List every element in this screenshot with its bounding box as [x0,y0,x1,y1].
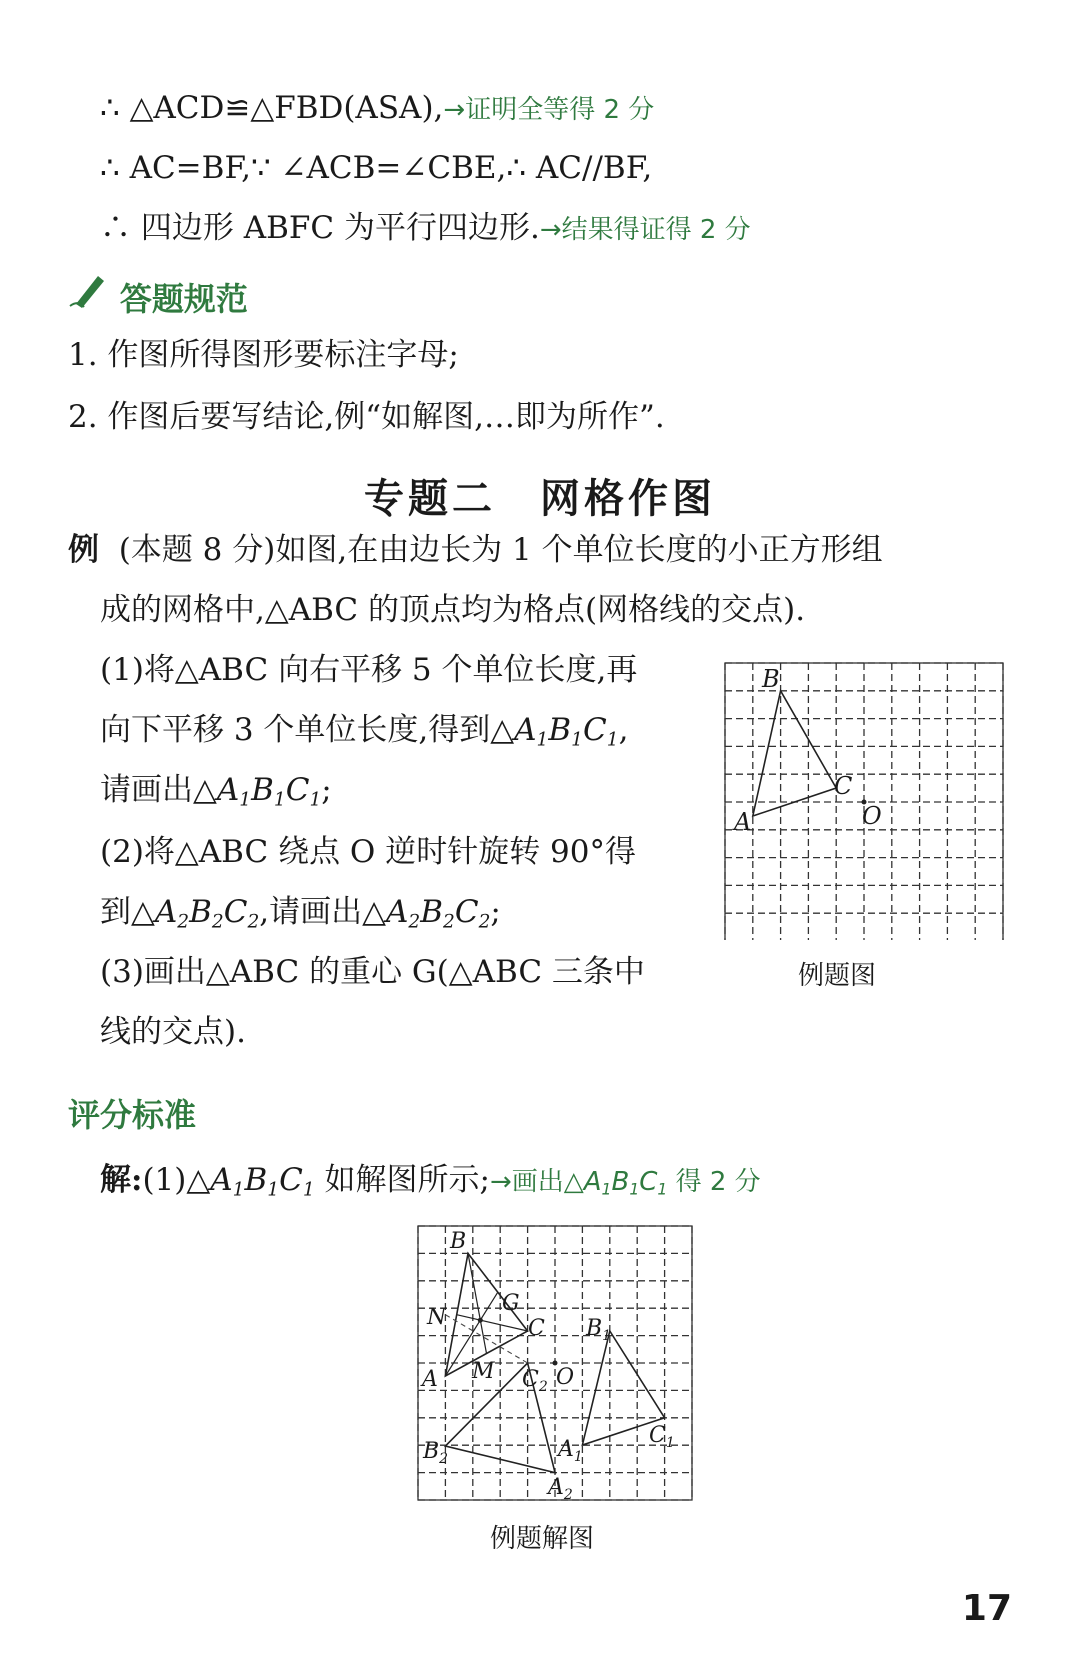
sub-2: 2 [247,911,260,933]
sub-1: 1 [232,1179,245,1201]
example-label: 例 [68,532,99,568]
lbl-b: B [189,894,212,930]
lbl-a: A [385,894,409,930]
lbl-c: C [223,894,248,930]
lbl-b: B [244,1162,268,1198]
sub-2: 2 [211,911,224,933]
triangle-a1b1c1 [210,1162,315,1201]
question-2b-text: 到△ [100,894,155,930]
lbl-b: B [251,772,274,808]
triangle-a2b2c2 [154,894,260,933]
question-3a: (3)画出△ABC 的重心 G(△ABC 三条中 [100,954,645,990]
lbl-b: B [423,1439,440,1464]
sub-1: 1 [601,1180,612,1199]
question-1c-text: 请画出△ [100,772,217,808]
lbl-c: C [285,772,310,808]
sub-2: 2 [563,1487,573,1503]
label-m: M [472,1359,495,1384]
label-o: O [862,802,882,830]
question-2b-mid: ,请画出△ [259,894,386,930]
example-grid-figure [712,650,1012,940]
triangle-a1b1c1 [216,772,322,811]
sub-1: 1 [536,729,549,751]
lbl-c: C [649,1423,666,1448]
sub-1: 1 [602,1328,612,1344]
question-2b: 到$\triangle A_2B_2C_2$,请画出$\triangle A_2B_2C_2$; [100,894,501,933]
label-a2 [546,1475,573,1503]
lbl-a: A [514,712,537,748]
lbl-b: B [586,1316,603,1341]
solution-grid-figure [410,1218,700,1508]
example-text-1: (本题 8 分)如图,在由边长为 1 个单位长度的小正方形组 [118,532,883,568]
proof-line-3 [100,208,751,250]
norms-heading: 答题规范 [119,280,248,318]
sub-1: 1 [273,789,286,811]
norms-item-2: 2. 作图后要写结论,例“如解图,…即为所作”. [68,399,665,435]
sub-1: 1 [573,1449,583,1465]
sub-2: 2 [177,911,190,933]
triangle-a1b1c1 [514,712,619,751]
label-g: G [502,1291,520,1316]
lbl-b: B [548,712,572,748]
median-b [468,1253,487,1353]
lbl-a: A [548,1475,564,1500]
label-b: B [450,1229,467,1254]
label-n: N [427,1305,447,1330]
sub-2: 2 [443,911,455,933]
sub-1: 1 [267,1179,280,1201]
sub-1: 1 [239,789,252,811]
lbl-b: B [611,1167,630,1197]
proof-line-2: ∴ AC=BF,∵ ∠ACB=∠CBE,∴ AC//BF, [100,150,653,186]
label-b1 [585,1316,611,1344]
triangle-a2b2c2 [385,894,491,933]
label-c: C [528,1316,545,1341]
lbl-c: C [454,894,479,930]
solution-text-pre: (1)△ [142,1162,211,1198]
triangle-a1b1c1 [584,1167,668,1197]
question-1c: 请画出$\triangle A_1B_1C_1$; [100,772,332,811]
sub-2: 2 [408,911,421,933]
proof-line-1-text: ∴ △ACD≌△FBD(ASA), [100,90,444,126]
lbl-a: A [154,894,178,930]
lbl-a: A [210,1162,233,1198]
point-g [478,1318,483,1323]
norms-heading-row [68,270,248,320]
solution-line-1 [100,1160,761,1211]
sub-1: 1 [606,729,619,751]
sub-1: 1 [571,729,583,751]
label-a: A [734,808,752,836]
norms-item-1: 1. 作图所得图形要标注字母; [68,337,459,373]
question-3b: 线的交点). [100,1014,246,1050]
page-number: 17 [961,1588,1012,1629]
sub-2: 2 [538,1379,548,1395]
sub-1: 1 [309,789,322,811]
solution-note-pre: →画出△ [489,1167,584,1197]
lbl-c: C [522,1367,539,1392]
sub-1: 1 [665,1435,675,1451]
proof-line-1 [100,88,654,130]
lbl-b: B [420,894,443,930]
sub-1: 1 [302,1179,315,1201]
sub-1: 1 [657,1180,668,1199]
solution-label: 解: [100,1162,143,1198]
lbl-c: C [279,1162,303,1198]
score-note-1: →证明全等得 2 分 [443,95,655,125]
example-intro-1 [68,530,883,570]
section-title: 专题二 网格作图 [364,476,716,522]
label-c: C [834,772,853,800]
question-1b: 向下平移 3 个单位长度,得到$\triangle A_1B_1C_1$, [100,712,629,751]
solution-note-post: 得 2 分 [667,1167,761,1197]
question-1b-text: 向下平移 3 个单位长度,得到△ [100,712,515,748]
lbl-a: A [558,1437,574,1462]
label-c2 [522,1367,548,1395]
example-figure-caption: 例题图 [798,961,877,991]
pencil-icon [68,282,120,318]
question-1a: (1)将△ABC 向右平移 5 个单位长度,再 [100,652,638,688]
lbl-c: C [582,712,607,748]
label-o: O [556,1365,575,1390]
score-note-2: →结果得证得 2 分 [539,215,751,245]
lbl-a: A [583,1167,602,1197]
label-b2 [422,1439,448,1467]
solution-figure-caption: 例题解图 [490,1524,595,1554]
example-intro-2: 成的网格中,△ABC 的顶点均为格点(网格线的交点). [100,592,806,628]
scoring-heading-row [68,1095,196,1136]
question-2a: (2)将△ABC 绕点 O 逆时针旋转 90°得 [100,834,636,870]
label-a1 [556,1437,583,1465]
lbl-c: C [639,1167,658,1197]
sub-1: 1 [629,1180,640,1199]
scoring-heading: 评分标准 [68,1096,197,1134]
triangle-abc [753,691,836,816]
label-b: B [762,665,780,693]
label-c1 [649,1423,675,1451]
sub-2: 2 [439,1451,449,1467]
solution-text-post: 如解图所示; [314,1162,490,1198]
label-a: A [422,1367,438,1392]
lbl-a: A [216,772,240,808]
sub-2: 2 [478,911,491,933]
proof-line-3-text: ∴ 四边形 ABFC 为平行四边形. [100,210,540,246]
score-note-3 [490,1167,761,1197]
